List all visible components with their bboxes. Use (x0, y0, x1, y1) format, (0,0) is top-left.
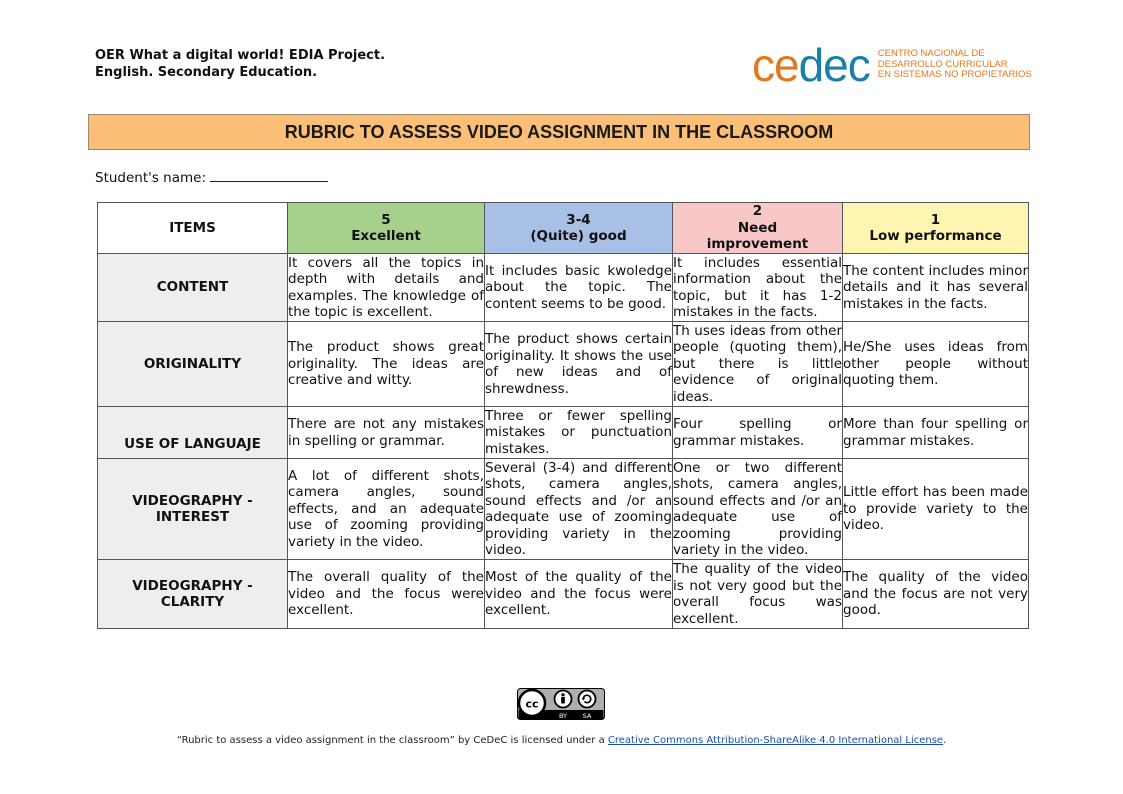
document-header (95, 47, 385, 81)
header-line-1: OER What a digital world! EDIA Project. (95, 48, 386, 63)
cc-sa-text: SA (582, 712, 592, 720)
logo-sub-3: EN SISTEMAS NO PROPIETARIOS (877, 69, 1032, 81)
table-cell: The product shows great originality. The ideas are creative and witty. (288, 322, 485, 407)
table-cell: The quality of the video and the focus are not very good. (843, 560, 1029, 629)
table-cell: Four spelling or grammar mistakes. (673, 407, 843, 459)
score-5: 5 (381, 211, 391, 228)
table-cell: The content includes minor details and it has several mistakes in the facts. (843, 254, 1029, 322)
license-statement (0, 735, 1123, 746)
header-score-3-4 (485, 203, 673, 254)
header-row (98, 203, 1029, 254)
logo-sub-1: CENTRO NACIONAL DE (877, 48, 985, 60)
table-cell: Three or fewer spelling mistakes or punctuation mistakes. (485, 407, 672, 457)
rubric-table (97, 202, 1029, 629)
score-1: 1 (930, 211, 941, 228)
license-text-before: “Rubric to assess a video assignment in the classroom” by CeDeC is licensed under a (176, 735, 608, 746)
row-item (98, 407, 288, 459)
row-item (98, 322, 288, 407)
table-cell: Little effort has been made to provide variety to the video. (843, 459, 1029, 560)
score-3-4: 3-4 (566, 211, 591, 228)
license-text-after: . (943, 735, 947, 746)
logo-subtitle (878, 49, 1032, 81)
header-score-1 (843, 203, 1029, 254)
table-row (98, 407, 1029, 459)
table-cell: Several (3-4) and different shots, camera angles, sound effects and /or an adequate use of zooming providing variety in the video. (485, 459, 672, 558)
score-5-label: Excellent (351, 228, 421, 244)
header-score-2 (673, 203, 843, 254)
table-row (98, 560, 1029, 629)
student-name-blank-line (210, 169, 328, 182)
logo-part-1: ce (752, 39, 799, 91)
table-cell: It includes essential information about the topic, but it has 1-2 mistakes in the facts. (673, 254, 842, 320)
svg-text:cc: cc (525, 697, 539, 711)
table-cell: He/She uses ideas from other people without quoting them. (843, 322, 1029, 407)
score-1-label: Low performance (869, 228, 1002, 244)
score-2-label: Need improvement (706, 219, 809, 253)
row-item-label: VIDEOGRAPHY - CLARITY (132, 577, 253, 610)
logo-sub-2: DESARROLLO CURRICULAR (877, 58, 1008, 70)
logo-wordmark (752, 39, 870, 91)
row-item (98, 254, 288, 322)
row-item-label: USE OF LANGUAJE (124, 435, 261, 452)
table-cell: A lot of different shots, camera angles, sound effects, and an adequate use of zooming providing variety in the video. (288, 459, 485, 560)
header-line-2: English. Secondary Education. (95, 65, 318, 80)
table-cell: The overall quality of the video and the focus were excellent. (288, 560, 485, 629)
table-cell: One or two different shots, camera angles, sound effects and /or an adequate use of zooming providing variety in the video. (673, 459, 842, 558)
row-item (98, 560, 288, 629)
table-cell: There are not any mistakes in spelling or grammar. (288, 407, 485, 459)
row-item (98, 459, 288, 560)
header-items-label: ITEMS (169, 219, 216, 236)
student-name-field (95, 169, 328, 186)
cc-by-text: BY (558, 712, 568, 720)
table-cell: It includes basic kwoledge about the topic. The content seems to be good. (485, 254, 673, 322)
logo-part-2: dec (798, 39, 870, 91)
license-link[interactable]: Creative Commons Attribution-ShareAlike 4.0 International License (607, 735, 944, 746)
table-cell: It covers all the topics in depth with details and examples. The knowledge of the topic is excellent. (288, 254, 484, 320)
cc-license-icon (517, 688, 605, 720)
table-cell: The product shows certain originality. It shows the use of new ideas and of shrewdness. (485, 322, 673, 407)
table-cell: The quality of the video is not very good but the overall focus was excellent. (673, 561, 842, 627)
table-row (98, 459, 1029, 560)
row-item-label: CONTENT (156, 279, 229, 296)
table-row (98, 322, 1029, 407)
score-2: 2 (752, 203, 763, 220)
row-item-label: VIDEOGRAPHY - INTEREST (132, 492, 253, 525)
cedec-logo (752, 39, 1032, 91)
score-3-4-label: (Quite) good (530, 228, 627, 244)
rubric-title: RUBRIC TO ASSESS VIDEO ASSIGNMENT IN THE CLASSROOM (88, 114, 1030, 150)
cc-by-sa-badge[interactable] (517, 688, 605, 724)
table-row (98, 254, 1029, 322)
header-score-5 (288, 203, 485, 254)
student-name-label: Student's name: (95, 170, 207, 186)
row-item-label: ORIGINALITY (143, 355, 242, 372)
table-cell: Th uses ideas from other people (quoting them), but there is little evidence of original ideas. (673, 322, 842, 405)
table-cell: Most of the quality of the video and the focus were excellent. (485, 560, 673, 629)
header-items (98, 203, 288, 254)
table-cell: More than four spelling or grammar mistakes. (843, 407, 1029, 459)
